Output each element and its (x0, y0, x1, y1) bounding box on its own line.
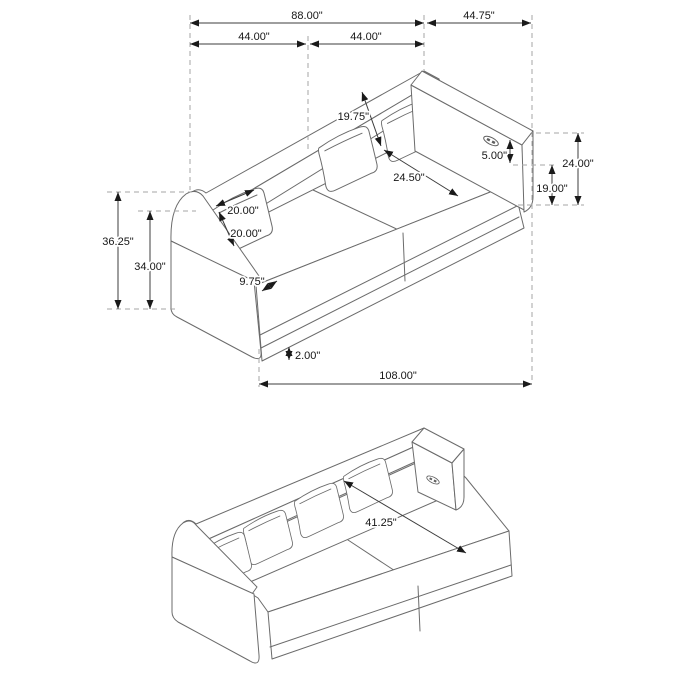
dim-label-back-cushion: 19.75" (337, 111, 369, 123)
dim-label-pillow-height: 20.00" (230, 228, 262, 240)
dim-label-seat-height: 19.00" (536, 183, 568, 195)
dim-label-open-depth: 108.00" (379, 370, 417, 382)
dim-label-seat-depth: 24.50" (393, 172, 425, 184)
dim-label-overall-height: 36.25" (102, 236, 134, 248)
dim-label-arm-height-left: 34.00" (134, 261, 166, 273)
dim-label-pillow-width: 20.00" (227, 205, 259, 217)
dim-label-usb-drop: 5.00" (481, 150, 507, 162)
dim-label-overall-length: 88.00" (291, 10, 323, 22)
dim-label-arm-height-right: 24.00" (562, 158, 594, 170)
dim-label-base-height: 2.00" (295, 350, 321, 362)
sleeper-bed-isometric-view (172, 428, 512, 663)
dim-label-bed-width: 41.25" (365, 517, 397, 529)
right-arm-outer-face (522, 131, 533, 212)
sofa-isometric-view (102, 10, 594, 387)
dim-label-seat-left: 44.00" (238, 31, 270, 43)
sleeper-drawing (172, 428, 512, 663)
dim-label-right-section: 44.75" (463, 10, 495, 22)
dim-label-arm-top-width: 9.75" (239, 276, 265, 288)
dim-label-seat-right: 44.00" (350, 31, 382, 43)
